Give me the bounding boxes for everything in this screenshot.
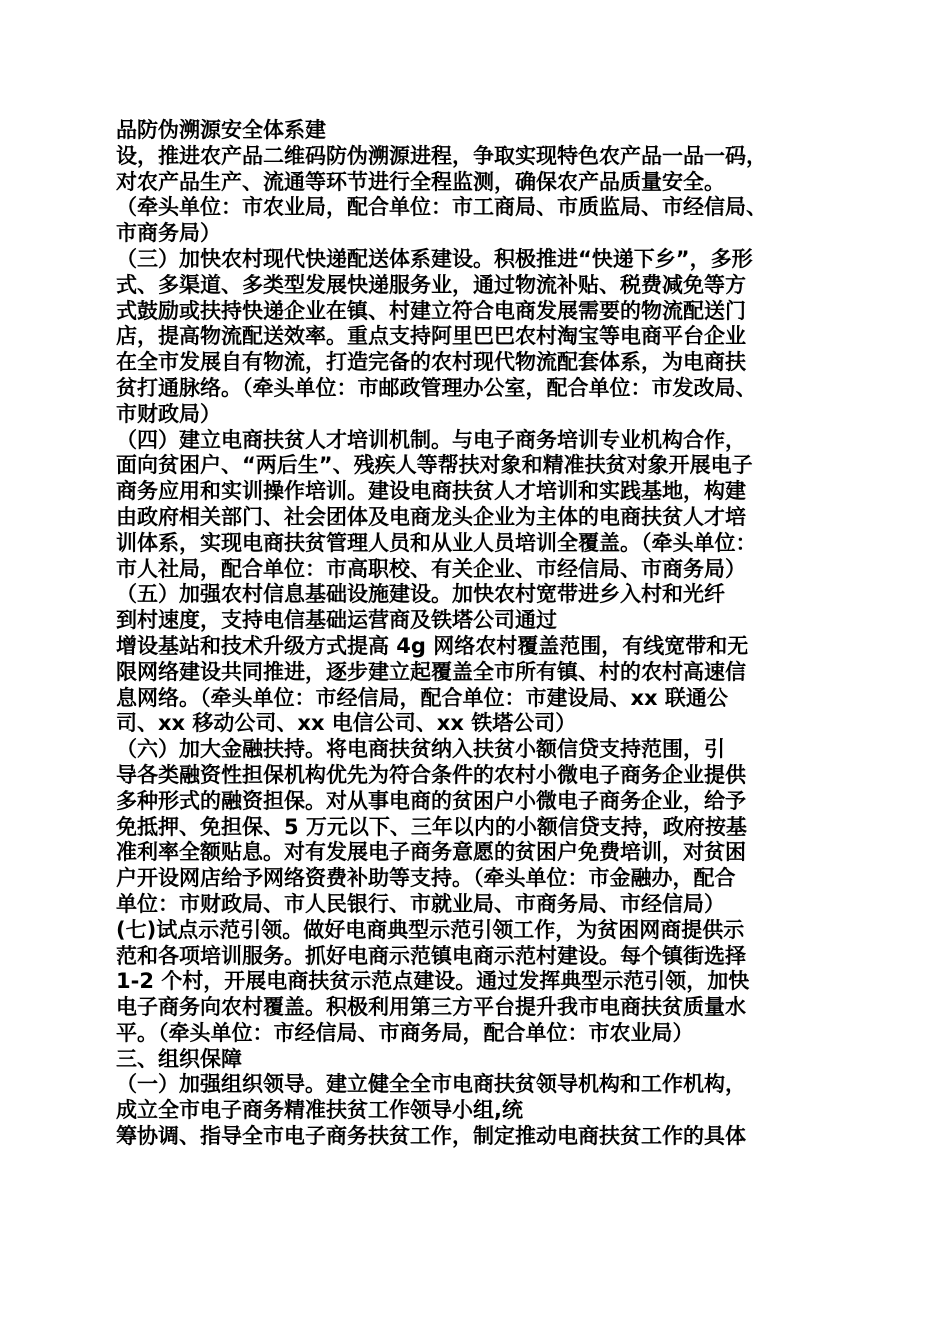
text-line: 式鼓励或扶持快递企业在镇、村建立符合电商发展需要的物流配送门 [116,298,746,323]
text-line: 品防伪溯源安全体系建 [116,118,326,142]
text-line: （六）加大金融扶持。将电商扶贫纳入扶贫小额信贷支持范围，引 [116,737,725,762]
text-line: 对农产品生产、流通等环节进行全程监测，确保农产品质量安全。 [116,169,725,194]
text-line: 商务应用和实训操作培训。建设电商扶贫人才培训和实践基地，构建 [116,479,746,504]
text-line: 户开设网店给予网络资费补助等支持。（牵头单位：市金融办，配合 [116,866,736,891]
text-line: 市人社局，配合单位：市高职校、有关企业、市经信局、市商务局） [116,556,746,581]
text-line: 成立全市电子商务精准扶贫工作领导小组,统 [116,1098,523,1123]
text-line: 式、多渠道、多类型发展快递服务业，通过物流补贴、税费减免等方 [116,272,746,297]
text-line: 由政府相关部门、社会团体及电商龙头企业为主体的电商扶贫人才培 [116,504,746,529]
text-line: 市财政局） [116,401,221,426]
text-line: 1-2 个村，开展电商扶贫示范点建设。通过发挥典型示范引领，加快 [116,969,750,994]
text-line: 店，提高物流配送效率。重点支持阿里巴巴农村淘宝等电商平台企业 [116,324,746,349]
text-line: 导各类融资性担保机构优先为符合条件的农村小微电子商务企业提供 [116,762,746,787]
text-line: 面向贫困户、“两后生”、残疾人等帮扶对象和精准扶贫对象开展电子 [116,453,753,478]
document-body-text [116,118,842,1150]
text-line: 免抵押、免担保、5 万元以下、三年以内的小额信贷支持，政府按基 [116,814,747,839]
text-line: 筹协调、指导全市电子商务扶贫工作，制定推动电商扶贫工作的具体 [116,1124,746,1149]
text-line: 三、组织保障 [116,1046,242,1071]
text-line: 准利率全额贴息。对有发展电子商务意愿的贫困户免费培训，对贫困 [116,840,746,865]
text-line: 训体系，实现电商扶贫管理人员和从业人员培训全覆盖。（牵头单位： [116,530,757,555]
text-line: 市商务局） [116,221,221,246]
text-line: （牵头单位：市农业局，配合单位：市工商局、市质监局、市经信局、 [116,195,767,220]
text-line: 范和各项培训服务。抓好电商示范镇电商示范村建设。每个镇街选择 [116,943,746,968]
text-line: 息网络。（牵头单位：市经信局，配合单位：市建设局、xx 联通公 [116,685,728,710]
text-line: （三）加快农村现代快递配送体系建设。积极推进“快递下乡”，多形 [116,246,753,271]
text-line: 到村速度，支持电信基础运营商及铁塔公司通过 [116,608,557,633]
text-line: 电子商务向农村覆盖。积极利用第三方平台提升我市电商扶贫质量水 [116,995,746,1020]
text-line: 平。（牵头单位：市经信局、市商务局，配合单位：市农业局） [116,1020,694,1045]
text-line: (七)试点示范引领。做好电商典型示范引领工作，为贫困网商提供示 [116,917,745,942]
text-line: 在全市发展自有物流，打造完备的农村现代物流配套体系，为电商扶 [116,350,746,375]
text-line: （五）加强农村信息基础设施建设。加快农村宽带进乡入村和光纤 [116,582,725,607]
text-line: 单位：市财政局、市人民银行、市就业局、市商务局、市经信局） [116,891,725,916]
text-line: 多种形式的融资担保。对从事电商的贫困户小微电子商务企业，给予 [116,788,746,813]
text-line: 司、xx 移动公司、xx 电信公司、xx 铁塔公司） [116,711,577,736]
text-line: 贫打通脉络。（牵头单位：市邮政管理办公室，配合单位：市发改局、 [116,375,757,400]
text-line: 限网络建设共同推进，逐步建立起覆盖全市所有镇、村的农村高速信 [116,659,746,684]
text-line: 设，推进农产品二维码防伪溯源进程，争取实现特色农产品一品一码， [116,143,767,168]
text-line: 增设基站和技术升级方式提高 4g 网络农村覆盖范围，有线宽带和无 [116,633,749,658]
text-line: （一）加强组织领导。建立健全全市电商扶贫领导机构和工作机构， [116,1072,746,1097]
text-line: （四）建立电商扶贫人才培训机制。与电子商务培训专业机构合作， [116,427,746,452]
